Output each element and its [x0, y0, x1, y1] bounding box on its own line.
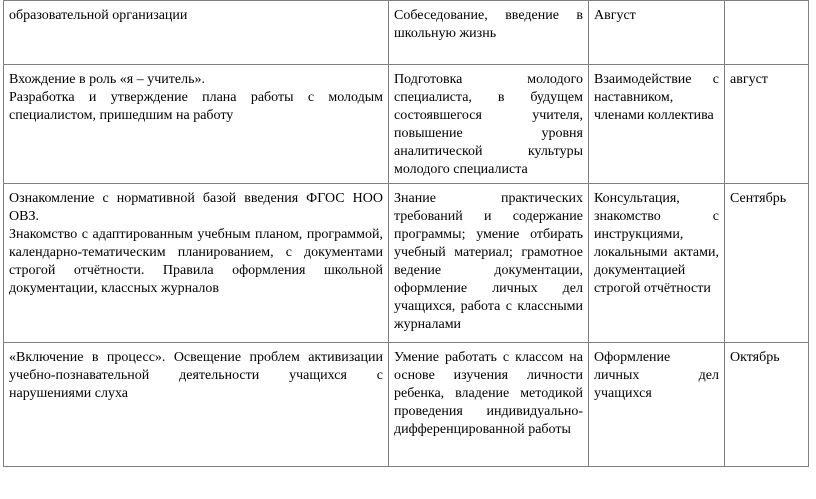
- date-cell: Октябрь: [725, 343, 809, 467]
- form-cell: Консультация, знакомство с инструкциями, локальными актами, документацией строгой отчётности: [589, 184, 725, 343]
- tasks-cell: Подготовка молодого специалиста, в будущем состоявшегося учителя, повышение уровня аналитической культуры молодого специалиста: [389, 65, 589, 184]
- content-cell: [4, 65, 389, 184]
- date-cell: Сентябрь: [725, 184, 809, 343]
- content-line: Знакомство с адаптированным учебным планом, программой, календарно-тематическим планированием, с документами строгой отчётности. Правила оформления школьной документации, классных журналов: [9, 227, 383, 296]
- table-row: [4, 1, 809, 65]
- tasks-cell: Знание практических требований и содержание программы; умение отбирать учебный материал; грамотное ведение документации, оформление личных дел учащихся, работа с классными журналами: [389, 184, 589, 343]
- tasks-cell: Собеседование, введение в школьную жизнь: [389, 1, 589, 65]
- table-row: [4, 343, 809, 467]
- form-cell: Взаимодействие с наставником, членами коллектива: [589, 65, 725, 184]
- date-cell: [725, 1, 809, 65]
- tasks-cell: Умение работать с классом на основе изучения личности ребенка, владение методикой проведения индивидуально-дифференцированной работы: [389, 343, 589, 467]
- form-cell: Оформление личных дел учащихся: [589, 343, 725, 467]
- content-line: Разработка и утверждение плана работы с молодым специалистом, пришедшим на работу: [9, 90, 383, 123]
- content-cell: «Включение в процесс». Освещение проблем активизации учебно-познавательной деятельности учащихся с нарушениями слуха: [4, 343, 389, 467]
- table-row: [4, 184, 809, 343]
- content-line: Ознакомление с нормативной базой введения ФГОС НОО ОВЗ.: [9, 191, 383, 224]
- table-row: [4, 65, 809, 184]
- date-cell: август: [725, 65, 809, 184]
- mentoring-plan-table: [3, 0, 809, 467]
- content-cell: образовательной организации: [4, 1, 389, 65]
- form-cell: Август: [589, 1, 725, 65]
- content-cell: [4, 184, 389, 343]
- content-line: Вхождение в роль «я – учитель».: [9, 72, 205, 87]
